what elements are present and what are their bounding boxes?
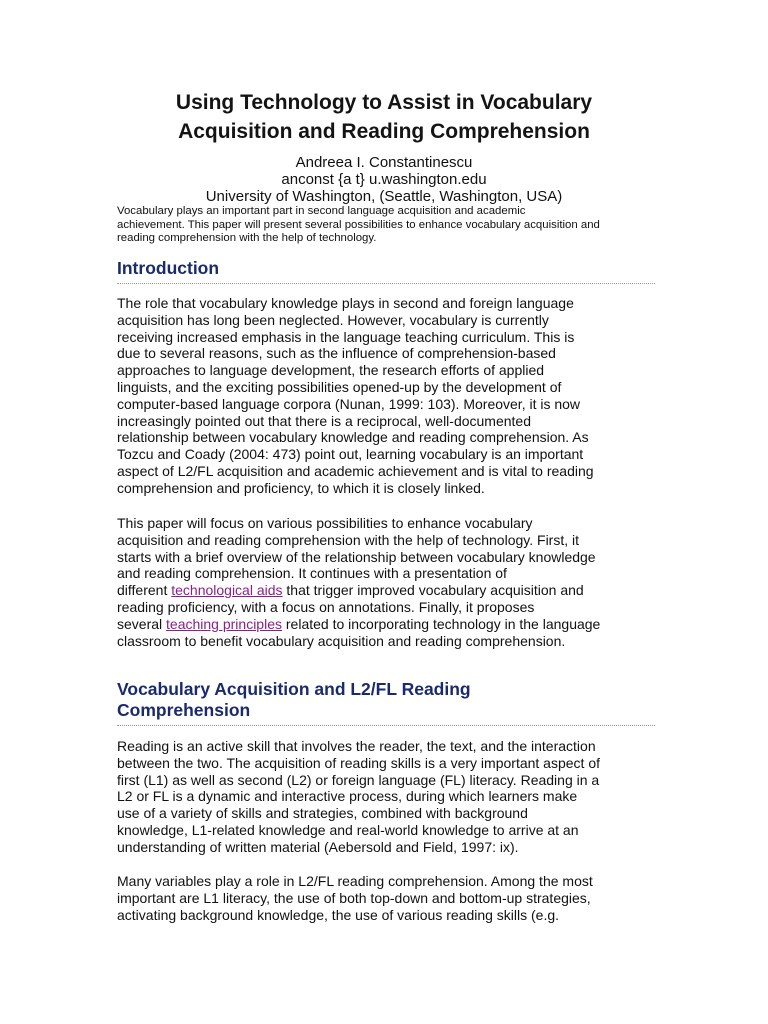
text-line: knowledge, L1-related knowledge and real-world knowledge to arrive at an — [117, 821, 579, 838]
text-line: reading proficiency, with a focus on annotations. Finally, it proposes — [117, 598, 535, 615]
text-line: between the two. The acquisition of reading skills is a very important aspect of — [117, 754, 600, 771]
text-line: approaches to language development, the research efforts of applied — [117, 362, 545, 379]
abstract-line: Vocabulary plays an important part in second language acquisition and academic — [117, 205, 526, 217]
text-line: understanding of written material (Aebersold and Field, 1997: ix). — [117, 838, 519, 855]
text-line: due to several reasons, such as the influence of comprehension-based — [117, 345, 556, 362]
title-line: Using Technology to Assist in Vocabulary — [175, 91, 593, 114]
text-line: Reading is an active skill that involves the reader, the text, and the interaction — [117, 738, 596, 754]
intro-paragraph-2 — [117, 515, 662, 649]
text-line — [117, 616, 662, 633]
text-line: important are L1 literacy, the use of both top-down and bottom-up strategies, — [117, 889, 591, 906]
text-line: activating background knowledge, the use of various reading skills (e.g. — [117, 906, 560, 923]
author-affiliation: University of Washington, (Seattle, Washington, USA) — [205, 188, 563, 205]
text-line: starts with a brief overview of the relationship between vocabulary knowledge — [117, 548, 596, 565]
author-block — [80, 154, 688, 205]
intro-paragraph-1 — [117, 295, 662, 497]
text-run: different — [117, 582, 172, 599]
text-run: related to incorporating technology in the language — [282, 615, 601, 632]
text-line: linguists, and the exciting possibilities opened-up by the development of — [117, 378, 562, 395]
text-line: acquisition has long been neglected. However, vocabulary is currently — [117, 311, 549, 328]
heading-text: Introduction — [117, 258, 220, 278]
section2-paragraph-2 — [117, 873, 662, 923]
author-name: Andreea I. Constantinescu — [295, 154, 473, 171]
abstract-line: reading comprehension with the help of technology. — [117, 232, 377, 245]
text-line — [117, 582, 662, 599]
text-run: several — [117, 615, 167, 632]
abstract — [117, 205, 662, 246]
section-heading-introduction — [117, 258, 655, 284]
abstract-line: achievement. This paper will present several possibilities to enhance vocabulary acquisition and — [117, 218, 600, 231]
heading-text: Comprehension — [117, 700, 251, 720]
paper-title — [80, 88, 688, 146]
text-line: receiving increased emphasis in the language teaching curriculum. This is — [117, 328, 575, 345]
text-line: first (L1) as well as second (L2) or foreign language (FL) literacy. Reading in a — [117, 771, 600, 788]
text-line: relationship between vocabulary knowledge and reading comprehension. As — [117, 429, 589, 446]
text-line: Tozcu and Coady (2004: 473) point out, learning vocabulary is an important — [117, 446, 584, 463]
author-email: anconst {a t} u.washington.edu — [281, 171, 487, 188]
text-line: This paper will focus on various possibilities to enhance vocabulary — [117, 515, 533, 531]
heading-text: Vocabulary Acquisition and L2/FL Reading — [117, 679, 471, 699]
technological-aids-link[interactable]: technological aids — [171, 582, 283, 599]
section-heading-vocabulary-acquisition — [117, 679, 655, 726]
text-line: and reading comprehension. It continues with a presentation of — [117, 565, 507, 582]
text-line: use of a variety of skills and strategies, combined with background — [117, 805, 528, 822]
text-line: acquisition and reading comprehension with the help of technology. First, it — [117, 531, 580, 548]
text-line: The role that vocabulary knowledge plays in second and foreign language — [117, 295, 574, 311]
text-line: computer-based language corpora (Nunan, 1999: 103). Moreover, it is now — [117, 395, 581, 412]
text-line: L2 or FL is a dynamic and interactive process, during which learners make — [117, 788, 578, 805]
teaching-principles-link[interactable]: teaching principles — [166, 615, 282, 632]
text-line: classroom to benefit vocabulary acquisition and reading comprehension. — [117, 632, 566, 649]
text-line: Many variables play a role in L2/FL reading comprehension. Among the most — [117, 873, 593, 889]
text-line: increasingly pointed out that there is a reciprocal, well-documented — [117, 412, 532, 429]
text-line: comprehension and proficiency, to which it is closely linked. — [117, 479, 485, 496]
title-line: Acquisition and Reading Comprehension — [178, 120, 590, 143]
text-run: that trigger improved vocabulary acquisition and — [282, 582, 584, 599]
section2-paragraph-1 — [117, 738, 662, 856]
text-line: aspect of L2/FL acquisition and academic achievement and is vital to reading — [117, 462, 594, 479]
